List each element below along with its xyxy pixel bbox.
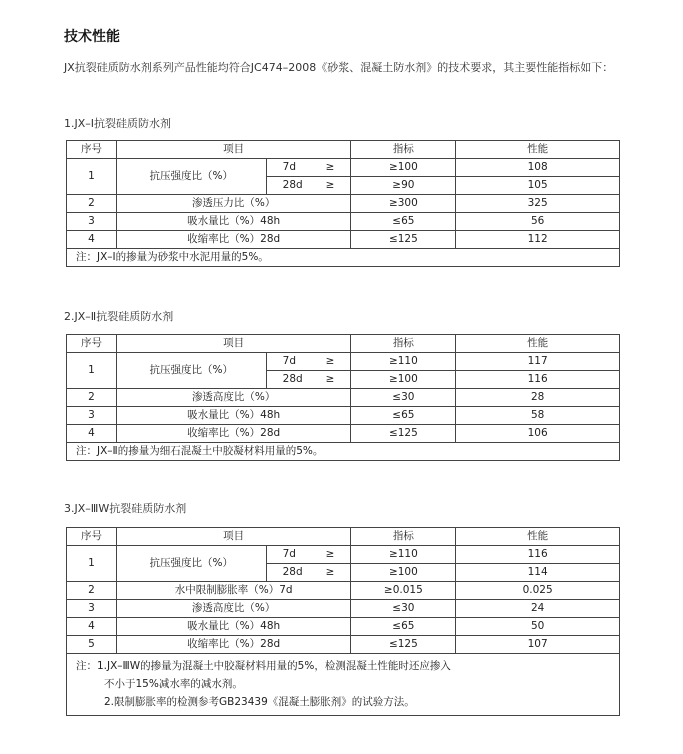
geq-symbol: ≥	[325, 373, 335, 385]
item-cell: 渗透高度比（%）	[116, 600, 351, 618]
header-index: 指标	[351, 141, 456, 159]
day-label: 28d	[282, 566, 303, 578]
table-row	[67, 425, 620, 443]
note-line: 注：1.JX–ⅢW的掺量为混凝土中胶凝材料用量的5%，检测混凝土性能时还应掺入	[76, 660, 451, 672]
index-cell: ≥300	[351, 195, 456, 213]
day-label: 7d	[282, 548, 296, 560]
perf-cell: 105	[456, 177, 620, 195]
item-cell: 渗透压力比（%）	[116, 195, 351, 213]
table2	[66, 334, 620, 461]
sub-7d	[266, 546, 351, 564]
strength-label: 抗压强度比（%）	[116, 546, 266, 582]
perf-cell: 58	[456, 407, 620, 425]
header-perf: 性能	[456, 335, 620, 353]
seq-cell: 3	[67, 407, 117, 425]
table-header-row	[67, 141, 620, 159]
index-cell: ≥0.015	[351, 582, 456, 600]
perf-cell: 106	[456, 425, 620, 443]
item-cell: 收缩率比（%）28d	[116, 425, 351, 443]
header-index: 指标	[351, 528, 456, 546]
table3	[66, 527, 620, 716]
item-cell: 吸水量比（%）48h	[116, 213, 351, 231]
table-note: 注：JX–Ⅱ的掺量为细石混凝土中胶凝材料用量的5%。	[67, 443, 620, 461]
seq-cell: 1	[67, 353, 117, 389]
table-row	[67, 389, 620, 407]
seq-cell: 4	[67, 618, 117, 636]
perf-cell: 117	[456, 353, 620, 371]
table-row	[67, 231, 620, 249]
perf-cell: 114	[456, 564, 620, 582]
header-perf: 性能	[456, 528, 620, 546]
header-item: 项目	[116, 141, 351, 159]
seq-cell: 3	[67, 600, 117, 618]
note-row	[67, 443, 620, 461]
day-label: 7d	[282, 161, 296, 173]
seq-cell: 1	[67, 159, 117, 195]
index-cell: ≥110	[351, 353, 456, 371]
header-item: 项目	[116, 335, 351, 353]
sub-7d	[266, 353, 351, 371]
table-row	[67, 618, 620, 636]
table-row	[67, 636, 620, 654]
index-cell: ≤65	[351, 618, 456, 636]
perf-cell: 56	[456, 213, 620, 231]
table-row	[67, 600, 620, 618]
table-note: 注：JX–Ⅰ的掺量为砂浆中水泥用量的5%。	[67, 249, 620, 267]
index-cell: ≤125	[351, 231, 456, 249]
perf-cell: 0.025	[456, 582, 620, 600]
sub-28d	[266, 371, 351, 389]
geq-symbol: ≥	[325, 566, 335, 578]
index-cell: ≤30	[351, 600, 456, 618]
perf-cell: 108	[456, 159, 620, 177]
seq-cell: 4	[67, 231, 117, 249]
perf-cell: 112	[456, 231, 620, 249]
header-perf: 性能	[456, 141, 620, 159]
table-row	[67, 159, 620, 177]
table3-title: 3.JX–ⅢW抗裂硅质防水剂	[64, 502, 187, 515]
sub-28d	[266, 564, 351, 582]
intro-paragraph: JX抗裂硅质防水剂系列产品性能均符合JC474–2008《砂浆、混凝土防水剂》的技术要求，其主要性能指标如下：	[64, 61, 614, 74]
note-line: 不小于15%减水率的减水剂。	[104, 678, 243, 690]
strength-label: 抗压强度比（%）	[116, 159, 266, 195]
index-cell: ≥110	[351, 546, 456, 564]
item-cell: 水中限制膨胀率（%）7d	[116, 582, 351, 600]
perf-cell: 50	[456, 618, 620, 636]
table-note	[67, 654, 620, 716]
table2-title: 2.JX–Ⅱ抗裂硅质防水剂	[64, 310, 174, 323]
geq-symbol: ≥	[325, 355, 335, 367]
perf-cell: 24	[456, 600, 620, 618]
table-row	[67, 195, 620, 213]
header-seq: 序号	[67, 528, 117, 546]
item-cell: 收缩率比（%）28d	[116, 636, 351, 654]
item-cell: 渗透高度比（%）	[116, 389, 351, 407]
geq-symbol: ≥	[325, 548, 335, 560]
perf-cell: 116	[456, 371, 620, 389]
day-label: 7d	[282, 355, 296, 367]
geq-symbol: ≥	[325, 161, 335, 173]
header-seq: 序号	[67, 141, 117, 159]
table-row	[67, 546, 620, 564]
page-heading: 技术性能	[64, 29, 120, 45]
table1-title: 1.JX–Ⅰ抗裂硅质防水剂	[64, 117, 172, 130]
seq-cell: 2	[67, 195, 117, 213]
index-cell: ≤65	[351, 213, 456, 231]
index-cell: ≤125	[351, 425, 456, 443]
table1	[66, 140, 620, 267]
seq-cell: 3	[67, 213, 117, 231]
item-cell: 吸水量比（%）48h	[116, 407, 351, 425]
seq-cell: 2	[67, 582, 117, 600]
seq-cell: 5	[67, 636, 117, 654]
note-row	[67, 249, 620, 267]
table-row	[67, 582, 620, 600]
index-cell: ≤65	[351, 407, 456, 425]
table-header-row	[67, 335, 620, 353]
table-row	[67, 353, 620, 371]
index-cell: ≥100	[351, 159, 456, 177]
header-item: 项目	[116, 528, 351, 546]
table-header-row	[67, 528, 620, 546]
sub-7d	[266, 159, 351, 177]
perf-cell: 107	[456, 636, 620, 654]
note-row	[67, 654, 620, 716]
day-label: 28d	[282, 373, 303, 385]
day-label: 28d	[282, 179, 303, 191]
sub-28d	[266, 177, 351, 195]
header-index: 指标	[351, 335, 456, 353]
header-seq: 序号	[67, 335, 117, 353]
index-cell: ≤30	[351, 389, 456, 407]
index-cell: ≥100	[351, 564, 456, 582]
strength-label: 抗压强度比（%）	[116, 353, 266, 389]
seq-cell: 4	[67, 425, 117, 443]
perf-cell: 325	[456, 195, 620, 213]
note-line: 2.限制膨胀率的检测参考GB23439《混凝土膨胀剂》的试验方法。	[104, 696, 415, 708]
perf-cell: 116	[456, 546, 620, 564]
table-row	[67, 407, 620, 425]
perf-cell: 28	[456, 389, 620, 407]
geq-symbol: ≥	[325, 179, 335, 191]
index-cell: ≥100	[351, 371, 456, 389]
seq-cell: 1	[67, 546, 117, 582]
item-cell: 收缩率比（%）28d	[116, 231, 351, 249]
item-cell: 吸水量比（%）48h	[116, 618, 351, 636]
table-row	[67, 213, 620, 231]
seq-cell: 2	[67, 389, 117, 407]
index-cell: ≤125	[351, 636, 456, 654]
index-cell: ≥90	[351, 177, 456, 195]
